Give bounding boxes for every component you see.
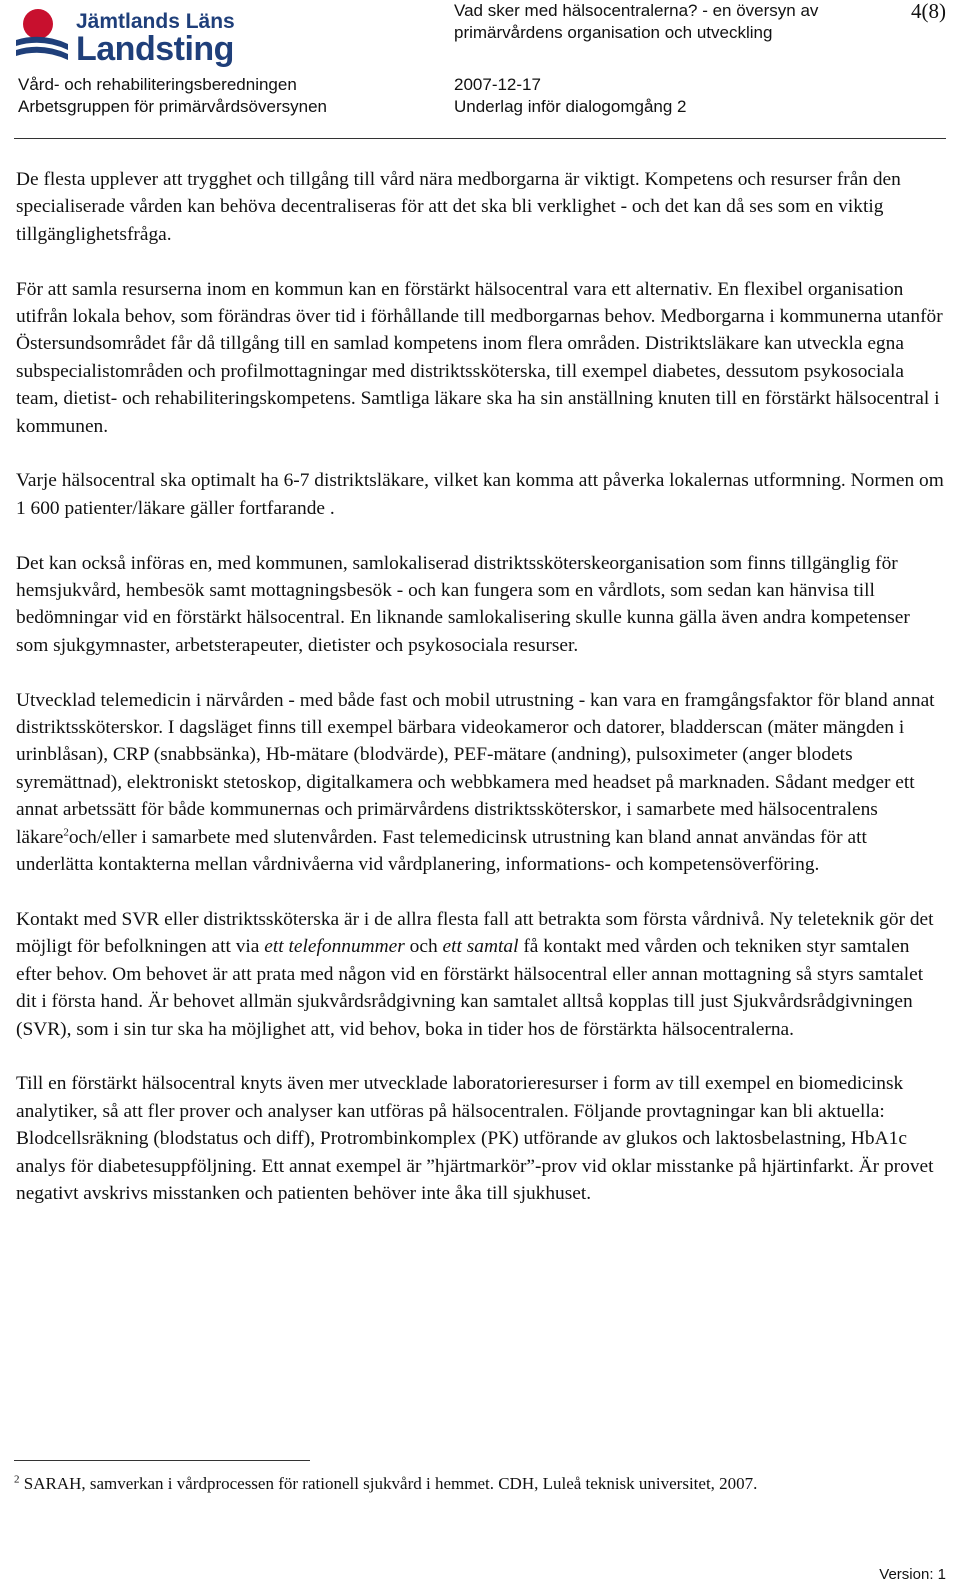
paragraph-text: och — [404, 936, 443, 958]
header-divider — [14, 138, 946, 139]
footnote-divider — [14, 1460, 310, 1461]
paragraph: Varje hälsocentral ska optimalt ha 6-7 distriktsläkare, vilket kan komma att påverka lokalernas utformning. Normen om 1 600 patienter/läkare gäller fortfarande . — [16, 470, 944, 519]
paragraph-text: och/eller i samarbete med slutenvården. Fast telemedicinsk utrustning kan bland annat användas för att underlätta kontakterna mellan vårdnivåerna vid vårdplanering, informations- och kompetensöverföring. — [16, 826, 867, 876]
paragraph: De flesta upplever att trygghet och tillgång till vård nära medborgarna är viktigt. Kompetens och resurser från den specialiserade vården kan behöva decentraliseras för att det ska bli verklighet - och det kan då ses som en viktig tillgänglighetsfråga. — [16, 169, 901, 245]
paragraph: Det kan också införas en, med kommunen, samlokaliserad distriktssköterskeorganisation som finns tillgänglig för hemsjukvård, hembesök samt mottagningsbesök - och kan fungera som en vårdlots, som sedan kan hänvisa till bedömningar vid en förstärkt hälsocentral. En liknande samlokalisering skulle kunna gälla även andra kompetenser som sjukgymnaster, arbetsterapeuter, dietister och psykosociala resurser. — [16, 552, 910, 656]
paragraph: För att samla resurserna inom en kommun kan en förstärkt hälsocentral vara ett alternativ. En flexibel organisation utifrån lokala behov, som förändras över tid i förhållande till medborgarnas behov. Medborgarna i kommunerna utanför Östersundsområdet får då tillgång till en samlad kompetens inom flera områden. Distriktsläkare kan utveckla egna subspecialistområden och profilmottagningar med distriktssköterska, till exempel diabetes, dessutom psykosociala team, dietist- och rehabiliteringskompetens. Samtliga läkare ska ha sin anställning knuten till en förstärkt hälsocentral i kommunen. — [16, 278, 943, 437]
document-title: Vad sker med hälsocentralerna? - en översyn av primärvårdens organisation och utveckling — [454, 1, 819, 42]
paragraph — [16, 687, 946, 879]
footnote-text: SARAH, samverkan i vårdprocessen för rationell sjukvård i hemmet. CDH, Luleå teknisk universitet, 2007. — [23, 1474, 758, 1493]
header-meta — [454, 74, 687, 118]
logo-line1: Jämtlands Läns — [76, 10, 235, 33]
paragraph-text: Utvecklad telemedicin i närvården - med både fast och mobil utrustning - kan vara en framgångsfaktor för bland annat distriktssköterskor. I dagsläget finns till exempel bärbara videokameror och datorer, bladderscan (mäter mängden i urinblåsan), CRP (snabbsänka), Hb-mätare (blodvärde), PEF-mätare (andning), pulsoximeter (anger blodets syremättnad), elektroniskt stetoskop, digitalkamera och webbkamera med headset på marknaden. Sådant medger ett annat arbetssätt för både kommunernas och primärvårdens distriktssköterskor, i samarbete med hälsocentralens läkare — [16, 689, 935, 848]
header-working-group: Arbetsgruppen för primärvårdsöversynen — [18, 97, 327, 116]
header-date: 2007-12-17 — [454, 75, 541, 94]
header-subtitle: Underlag inför dialogomgång 2 — [454, 97, 687, 116]
paragraph: Till en förstärkt hälsocentral knyts även mer utvecklade laboratorieresurser i form av till exempel en biomedicinsk analytiker, så att fler prover och analyser kan utföras på hälsocentralen. Följande provtagningar kan bli aktuella: Blodcellsräkning (blodstatus och diff), Protrombinkomplex (PK) utförande av glukos och laktosbelastning, HbA1c analys för diabetesuppföljning. Ett annat exempel är ”hjärtmarkör”-prov vid oklar misstanke på hjärtinfarkt. Är provet negativt avskrivs misstanken och patienten behöver inte åka till sjukhuset. — [16, 1073, 934, 1204]
header-committee: Vård- och rehabiliteringsberedningen — [18, 75, 297, 94]
emphasis: ett samtal — [442, 936, 519, 958]
landsting-logo — [14, 6, 235, 68]
logo-mark-icon — [14, 6, 70, 66]
footnote — [14, 1472, 757, 1496]
paragraph — [16, 906, 946, 1043]
footnote-number: 2 — [14, 1473, 20, 1486]
footnote-reference[interactable]: 2 — [63, 826, 69, 839]
logo-line2: Landsting — [76, 30, 234, 68]
header-organization — [18, 74, 327, 118]
version-label: Version: 1 — [879, 1566, 946, 1583]
paragraph-text: få kontakt med vården och tekniken styr samtalen efter behov. Om behovet är att prata med någon vid en förstärkt hälsocentral eller annan mottagning så styrs samtalet dit i första hand. Är behovet allmän sjukvårdsrådgivning kan samtalet alltså kopplas till just Sjukvårdsrådgivningen (SVR), som i sin tur ska ha möjlighet att, vid behov, boka in tider hos de förstärkta hälsocentralerna. — [16, 936, 924, 1040]
document-body — [16, 166, 946, 1207]
emphasis: ett telefonnummer — [264, 936, 405, 958]
paragraph-text: Kontakt med SVR eller distriktssköterska är i de allra flesta fall att betrakta som första vårdnivå. Ny teleteknik gör det möjligt för befolkningen att via — [16, 908, 934, 958]
page-number: 4(8) — [911, 0, 946, 23]
